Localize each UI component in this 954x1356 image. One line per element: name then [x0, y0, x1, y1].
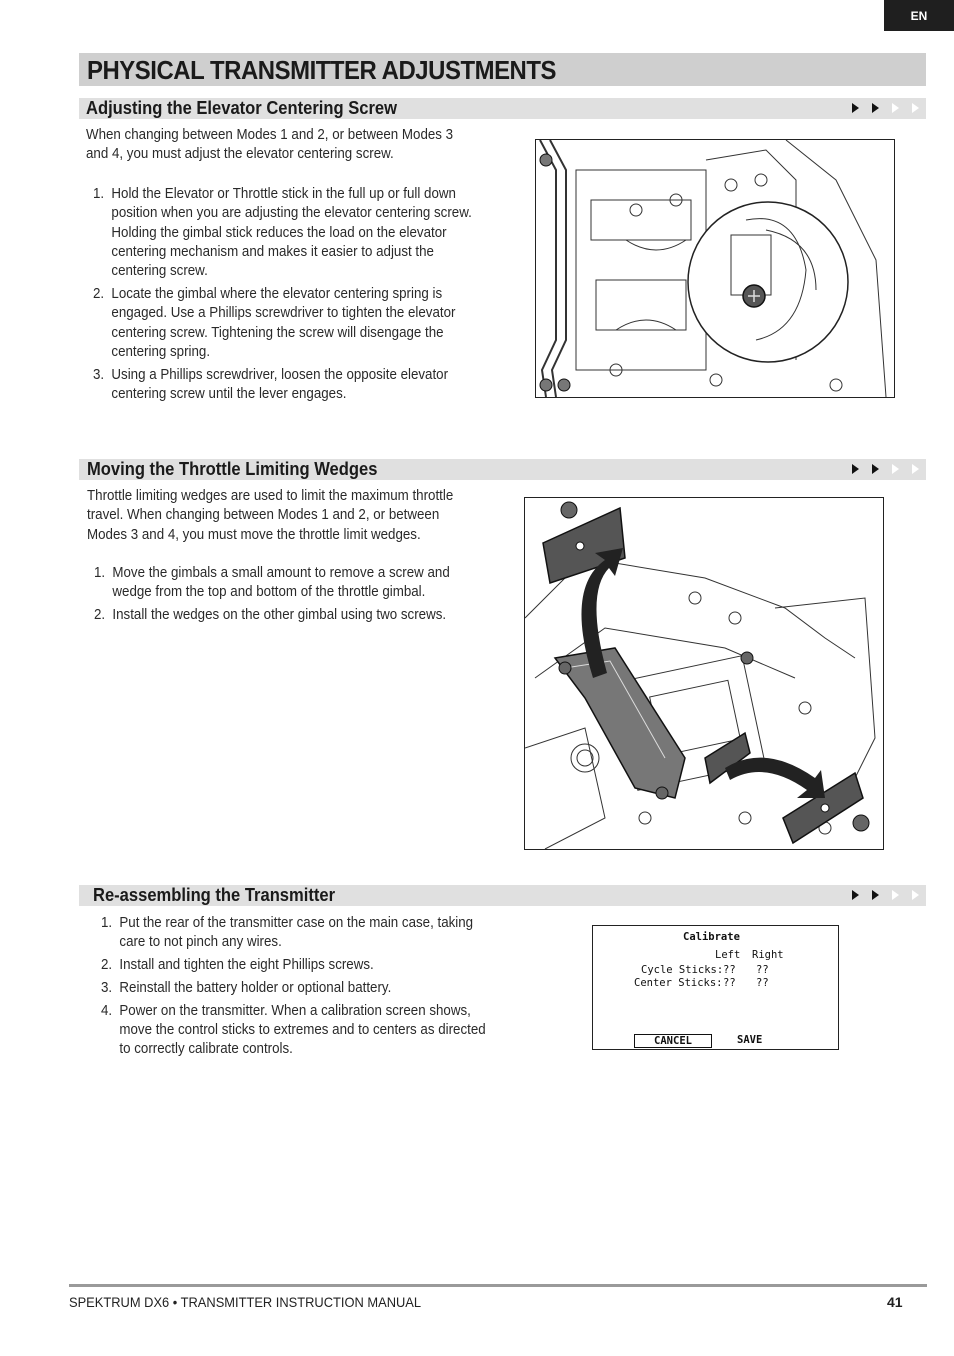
step-list — [93, 185, 472, 408]
list-item: 1. Hold the Elevator or Throttle stick in the full up or full down position when you are adjusting the elevator centering screw. Holding the gimbal stick reduces the load on the elevator centering mechanism and makes it easier to adjust the centering screw. — [93, 186, 472, 280]
arrow-right-icon — [908, 101, 922, 115]
nav-arrows-decoration — [848, 462, 922, 476]
list-item: 1. Move the gimbals a small amount to remove a screw and wedge from the top and bottom of the throttle gimbal. — [94, 565, 450, 601]
lcd-row-label: Cycle Sticks: — [641, 964, 724, 976]
arrow-right-icon — [908, 888, 922, 902]
section-title: Adjusting the Elevator Centering Screw — [86, 98, 398, 118]
page-title-bar — [79, 53, 926, 86]
list-item: 4. Power on the transmitter. When a calibration screen shows, move the control sticks to extremes and to centers as directed to correctly calibrate controls. — [101, 1002, 486, 1058]
section-heading-elevator — [79, 98, 926, 119]
list-item: 2. Install and tighten the eight Phillips screws. — [101, 957, 374, 974]
arrow-right-icon — [888, 101, 902, 115]
wedge-illustration — [524, 497, 884, 850]
arrow-right-icon — [888, 462, 902, 476]
list-item: 2. Locate the gimbal where the elevator centering spring is engaged. Use a Phillips screwdriver to tighten the elevator centering screw. Tightening the screw will disengage the centering spring. — [93, 285, 456, 360]
lcd-value: ?? — [756, 977, 769, 989]
wedge-drawing — [525, 498, 883, 849]
section-heading-reassembly — [79, 885, 926, 906]
nav-arrows-decoration — [848, 101, 922, 115]
lcd-value: ?? — [756, 964, 769, 976]
lcd-col-right: Right — [752, 949, 784, 961]
list-item: 1. Put the rear of the transmitter case on the main case, taking care to not pinch any wires. — [101, 915, 474, 951]
list-item: 3. Using a Phillips screwdriver, loosen the opposite elevator centering screw until the lever engages. — [93, 366, 449, 402]
arrow-right-icon — [868, 101, 882, 115]
section-intro: Throttle limiting wedges are used to limit the maximum throttle travel. When changing between Modes 1 and 2, or between Modes 3 and 4, you must move the throttle limit wedges. — [87, 488, 454, 543]
arrow-right-icon — [848, 888, 862, 902]
list-item: 3. Reinstall the battery holder or optional battery. — [101, 979, 392, 996]
section-title: Re-assembling the Transmitter — [93, 885, 336, 905]
gimbal-drawing — [536, 140, 894, 397]
lcd-value: ?? — [723, 977, 736, 989]
step-list — [101, 914, 486, 1063]
list-item: 2. Install the wedges on the other gimbal using two screws. — [94, 607, 447, 624]
page-title: PHYSICAL TRANSMITTER ADJUSTMENTS — [87, 55, 557, 85]
section-heading-throttle-wedges — [79, 459, 926, 480]
step-list — [94, 564, 450, 629]
page-number: 41 — [887, 1294, 903, 1310]
section-intro: When changing between Modes 1 and 2, or between Modes 3 and 4, you must adjust the elevator centering screw. — [86, 127, 454, 163]
section-title: Moving the Throttle Limiting Wedges — [87, 459, 378, 479]
footer-manual-title: SPEKTRUM DX6 • TRANSMITTER INSTRUCTION MANUAL — [69, 1294, 422, 1310]
lcd-value: ?? — [723, 964, 736, 976]
footer-divider — [69, 1284, 927, 1287]
arrow-right-icon — [848, 101, 862, 115]
arrow-right-icon — [868, 462, 882, 476]
nav-arrows-decoration — [848, 888, 922, 902]
save-button[interactable]: SAVE — [737, 1034, 763, 1046]
lcd-col-left: Left — [715, 949, 741, 961]
lcd-row-label: Center Sticks: — [634, 977, 723, 989]
arrow-right-icon — [908, 462, 922, 476]
arrow-right-icon — [848, 462, 862, 476]
language-tab: EN — [884, 0, 954, 31]
gimbal-illustration — [535, 139, 895, 398]
cancel-button[interactable]: CANCEL — [634, 1034, 712, 1048]
calibrate-screen — [592, 925, 839, 1050]
lcd-title: Calibrate — [683, 931, 740, 943]
arrow-right-icon — [868, 888, 882, 902]
arrow-right-icon — [888, 888, 902, 902]
